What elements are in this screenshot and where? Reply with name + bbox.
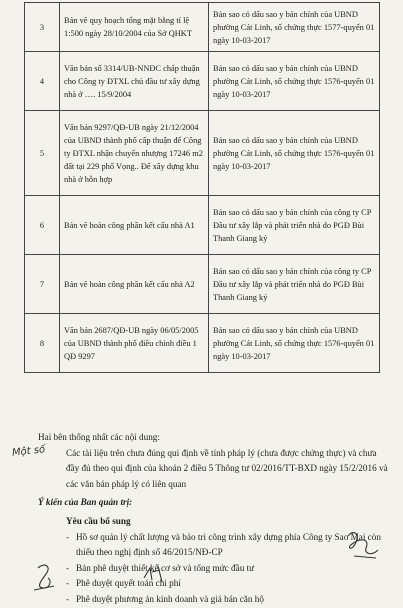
- table-row: [25, 255, 380, 314]
- document-description: Bản vẽ hoàn công phần kết cấu nhà A1: [60, 196, 209, 255]
- row-number: 5: [25, 111, 60, 196]
- document-status: Bản sao có dấu sao y bản chính của UBND phường Cát Linh, số chứng thực 1576-quyển 01 ngày 10-03-2017: [209, 111, 380, 196]
- handwritten-margin-note: Một số: [11, 444, 46, 459]
- document-status: Bản sao có dấu sao y bản chính của UBND phường Cát Linh, số chứng thực 1577-quyển 01 ngày 10-03-2017: [209, 3, 380, 52]
- document-description: Văn bản 2687/QĐ-UB ngày 06/05/2005 của UBND thành phố điều chỉnh điều 1 QĐ 9297: [60, 314, 209, 373]
- opinion-heading: Ý kiến của Ban quản trị:: [38, 497, 133, 508]
- signature-right: [342, 526, 382, 566]
- document-description: Văn bản 9297/QĐ-UB ngày 21/12/2004 của UBND thành phố cấp thuận để Công ty ĐTXL nhận chuyển nhượng 17246 m2 đất tại 229 phố Vọng.. Để xây dựng khu nhà ở hỗn hợp: [60, 111, 209, 196]
- document-status: Bản sao có dấu sao y bản chính của UBND phường Cát Linh, số chứng thực 1576-quyển 01 ngày 10-03-2017: [209, 314, 380, 373]
- document-description: Văn bản số 3314/UB-NNĐC chấp thuận cho Công ty ĐTXL chủ đầu tư xây dựng nhà ở …. 15/9/2004: [60, 52, 209, 111]
- table-row: [25, 196, 380, 255]
- supplement-list: [38, 530, 388, 608]
- supplement-heading: Yêu cầu bổ sung: [66, 515, 131, 526]
- list-item: - Hồ sơ quản lý chất lượng và bảo trì công trình xây dựng phía Công ty Sao Mai còn thiếu theo nghị định số 46/2015/NĐ-CP: [66, 530, 388, 561]
- document-status: Bản sao có dấu sao y bản chính của UBND phường Cát Linh, số chứng thực 1576-quyển 01 ngày 10-03-2017: [209, 52, 380, 111]
- list-item: - Phê duyệt quyết toán chi phí: [66, 576, 388, 592]
- row-number: 4: [25, 52, 60, 111]
- body-text: [38, 430, 388, 608]
- list-item: - Bản phê duyệt thiết kế cơ sở và tổng mức đầu tư: [66, 561, 388, 577]
- document-status: Bản sao có dấu sao y bản chính của công ty CP Đầu tư xây lắp và phát triển nhà do PGĐ Bùi Thanh Giang ký: [209, 255, 380, 314]
- table-row: [25, 52, 380, 111]
- row-number: 3: [25, 3, 60, 52]
- legal-issue-paragraph: Các tài liệu trên chưa đúng qui định về tính pháp lý (chưa được chứng thực) và chưa đầy đủ theo qui định của khoản 2 điều 5 Thông tư 02/2016/TT-BXD ngày 15/2/2016 và các văn bản pháp lý có liên quan: [66, 447, 388, 489]
- row-number: 6: [25, 196, 60, 255]
- signature-left: [30, 560, 60, 594]
- agreement-line: Hai bên thống nhất các nội dung:: [38, 432, 160, 442]
- row-number: 8: [25, 314, 60, 373]
- list-item: - Phê duyệt phương án kinh doanh và giá bán căn hộ: [66, 592, 388, 608]
- document-description: Bản vẽ hoàn công phần kết cấu nhà A2: [60, 255, 209, 314]
- document-description: Bản vẽ quy hoạch tổng mặt bằng tỉ lệ 1:500 ngày 28/10/2004 của Sở QHKT: [60, 3, 209, 52]
- table-row: [25, 111, 380, 196]
- table-row: [25, 3, 380, 52]
- row-number: 7: [25, 255, 60, 314]
- table-row: [25, 314, 380, 373]
- initials-center: [140, 562, 170, 586]
- document-status: Bản sao có dấu sao y bản chính của công ty CP Đầu tư xây lắp và phát triển nhà do PGĐ Bùi Thanh Giang ký: [209, 196, 380, 255]
- documents-table: [24, 2, 380, 373]
